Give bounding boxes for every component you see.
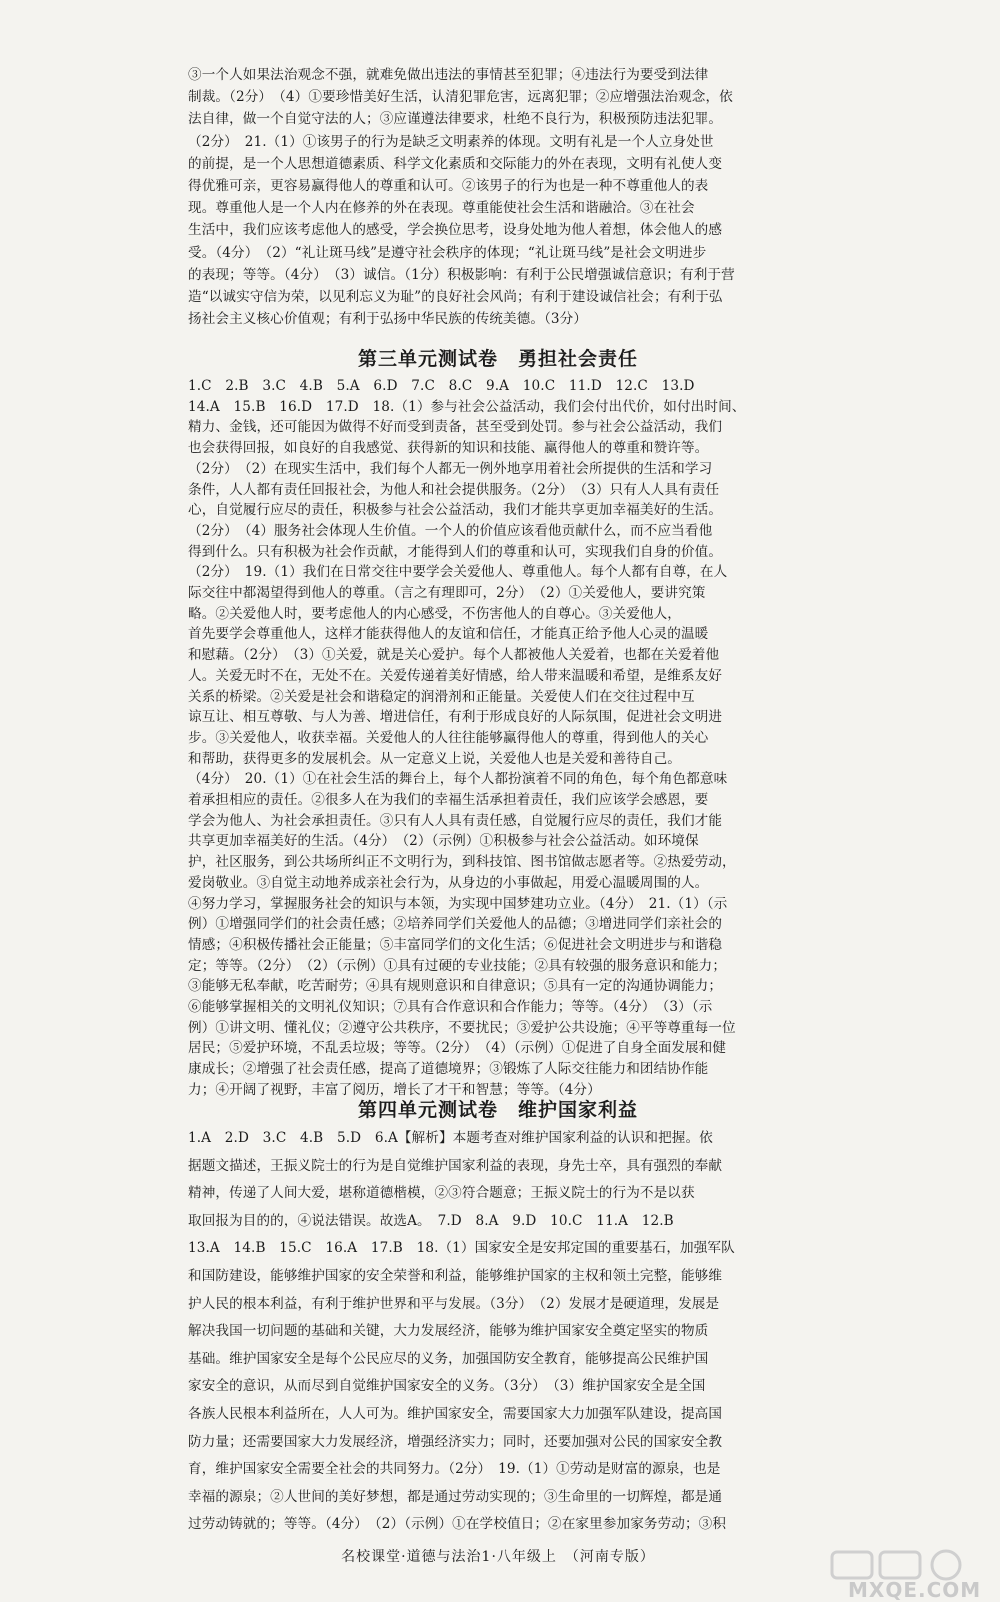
text-line: 和帮助，获得更多的发展机会。从一定意义上说，关爱他人也是关爱和善待自己。 (188, 750, 681, 767)
text-line: 各族人民根本利益所在，人人可为。维护国家安全，需要国家大力加强军队建设，提高国 (188, 1406, 723, 1422)
text-line: 扬社会主义核心价值观；有利于弘扬中华民族的传统美德。（3分） (188, 311, 588, 328)
text-line: 1.A 2.D 3.C 4.B 5.D 6.A【解析】本题考查对维护国家利益的认识和把握。依 (188, 1130, 713, 1146)
text-line: 受。（4分） （2）“礼让斑马线”是遵守社会秩序的体现；“礼让斑马线”是社会文明进步 (188, 244, 707, 261)
text-line: 际交往中都渴望得到他人的尊重。（言之有理即可，2分） （2）①关爱他人，要讲究策 (188, 585, 706, 601)
text-line: ⑥能够掌握相关的文明礼仪知识；⑦具有合作意识和合作能力；等等。（4分） （3）（示 (188, 999, 713, 1015)
text-line: 据题文描述，王振义院士的行为是自觉维护国家利益的表现，身先士卒，具有强烈的奉献 (188, 1157, 723, 1174)
text-line: ④努力学习，掌握服务社会的知识与本领，为实现中国梦建功立业。（4分） 21.（1）（示 (188, 895, 728, 912)
text-line: （2分） （2）在现实生活中，我们每个人都无一例外地享用着社会所提供的生活和学习 (188, 460, 713, 477)
text-line: 首先要学会尊重他人，这样才能获得他人的友谊和信任，才能真正给予他人心灵的温暖 (188, 626, 709, 643)
text-line: 幸福的源泉；②人世间的美好梦想，都是通过劳动实现的；③生命里的一切辉煌，都是通 (188, 1488, 723, 1505)
text-line: 和国防建设，能够维护国家的安全荣誉和利益，能够维护国家的主权和领土完整，能够维 (188, 1268, 723, 1284)
text-line: 13.A 14.B 15.C 16.A 17.B 18.（1）国家安全是安邦定国的重要基石，加强军队 (188, 1240, 735, 1257)
text-line: 情感；④积极传播社会正能量；⑤丰富同学们的文化生活；⑥促进社会文明进步与和谐稳 (188, 936, 723, 953)
text-line: 现。尊重他人是一个人内在修养的外在表现。尊重能使社会生活和谐融洽。③在社会 (188, 200, 695, 217)
watermark-text: MXQE.COM (848, 1578, 982, 1602)
page-footer: 名校课堂·道德与法治1·八年级上 （河南专版） (341, 1549, 655, 1565)
text-line: 学会为他人、为社会承担责任。③只有人人具有责任感，自觉履行应尽的责任，我们才能 (188, 812, 723, 829)
text-line: 定；等等。（2分） （2）（示例）①具有过硬的专业技能；②具有较强的服务意识和能力； (188, 957, 727, 974)
text-line: 步。③关爱他人，收获幸福。关爱他人的人往往能够赢得他人的尊重，得到他人的关心 (188, 729, 709, 746)
text-line: 条件，人人都有责任回报社会，为他人和社会提供服务。（2分） （3）只有人人具有责任 (188, 481, 720, 498)
text-line: 也会获得回报，如良好的自我感觉、获得新的知识和技能、赢得他人的尊重和赞许等。 (188, 440, 709, 457)
text-line: 略。②关爱他人时，要考虑他人的内心感受，不伤害他人的自尊心。③关爱他人， (188, 605, 681, 622)
text-line: 1.C 2.B 3.C 4.B 5.A 6.D 7.C 8.C 9.A 10.C 11.D 12.C 13.D (188, 378, 695, 394)
text-line: 育，维护国家安全需要全社会的共同努力。（2分） 19.（1）①劳动是财富的源泉，也是 (188, 1461, 721, 1478)
text-line: 精力、金钱，还可能因为做得不好而受到责备，甚至受到处罚。参与社会公益活动，我们 (188, 419, 723, 436)
text-line: 14.A 15.B 16.D 17.D 18.（1）参与社会公益活动，我们会付出代价，如付出时间、 (188, 398, 746, 415)
text-line: 例）①增强同学们的社会责任感；②培养同学们关爱他人的品德；③增进同学们亲社会的 (188, 916, 723, 933)
text-line: （2分） 19.（1）我们在日常交往中要学会关爱他人、尊重他人。每个人都有自尊，在人 (188, 564, 728, 581)
text-line: 法自律，做一个自觉守法的人；③应谨遵法律要求，杜绝不良行为，积极预防违法犯罪。 (188, 111, 723, 128)
text-line: 护人民的根本利益，有利于维护世界和平与发展。（3分） （2）发展才是硬道理，发展是 (188, 1295, 720, 1312)
text-line: 精神，传递了人间大爱，堪称道德楷模，②③符合题意；王振义院士的行为不是以获 (188, 1185, 695, 1202)
unit4-heading: 第四单元测试卷 维护国家利益 (357, 1099, 638, 1121)
text-line: 得到什么。只有积极为社会作贡献，才能得到人们的尊重和认可，实现我们自身的价值。 (188, 543, 723, 560)
text-line: 生活中，我们应该考虑他人的感受，学会换位思考，设身处地为他人着想，体会他人的感 (188, 222, 723, 239)
text-line: （2分） （4）服务社会体现人生价值。一个人的价值应该看他贡献什么，而不应当看他 (188, 522, 713, 539)
text-line: 关系的桥梁。②关爱是社会和谐稳定的润滑剂和正能量。关爱使人们在交往过程中互 (188, 688, 695, 705)
text-line: 解决我国一切问题的基础和关键，大力发展经济，能够为维护国家安全奠定坚实的物质 (188, 1323, 709, 1340)
text-line: 心，自觉履行应尽的责任，积极参与社会公益活动，我们才能共享更加幸福美好的生活。 (188, 502, 723, 519)
unit3-heading: 第三单元测试卷 勇担社会责任 (357, 348, 638, 370)
text-line: 得优雅可亲，更容易赢得他人的尊重和认可。②该男子的行为也是一种不尊重他人的表 (188, 178, 709, 194)
text-line: 过劳动铸就的；等等。（4分） （2）（示例）①在学校值日；②在家里参加家务劳动；③积 (188, 1516, 727, 1533)
text-line: 防力量；还需要国家大力发展经济，增强经济实力；同时，还要加强对公民的国家安全教 (188, 1433, 723, 1450)
text-line: 居民；⑤爱护环境，不乱丢垃圾；等等。（2分） （4）（示例）①促进了自身全面发展和健 (188, 1040, 727, 1057)
text-line: 的表现；等等。（4分） （3）诚信。（1分）积极影响：有利于公民增强诚信意识；有利于营 (188, 266, 735, 283)
text-line: 人。关爱无时不在，无处不在。关爱传递着美好情感，给人带来温暖和希望，是维系友好 (188, 667, 723, 684)
text-line: 着承担相应的责任。②很多人在为我们的幸福生活承担着责任，我们应该学会感恩，要 (188, 792, 709, 808)
text-line: 力；④开阔了视野，丰富了阅历，增长了才干和智慧；等等。（4分） (188, 1081, 601, 1098)
text-line: 爱岗敬业。③自觉主动地养成亲社会行为，从身边的小事做起，用爱心温暖周围的人。 (188, 874, 709, 891)
text-line: 基础。维护国家安全是每个公民应尽的义务，加强国防安全教育，能够提高公民维护国 (188, 1350, 709, 1367)
text-line: 造“以诚实守信为荣，以见利忘义为耻”的良好社会风尚；有利于建设诚信社会；有利于弘 (188, 289, 723, 305)
text-line: 取回报为目的的，④说法错误。故选A。 7.D 8.A 9.D 10.C 11.A 12.B (188, 1212, 674, 1229)
text-line: 例）①讲文明、懂礼仪；②遵守公共秩序，不要扰民；③爱护公共设施；④平等尊重每一位 (188, 1019, 736, 1036)
text-line: 的前提，是一个人思想道德素质、科学文化素质和交际能力的外在表现，文明有礼使人变 (188, 155, 723, 172)
text-line: （2分） 21.（1）①该男子的行为是缺乏文明素养的体现。文明有礼是一个人立身处世 (188, 133, 714, 150)
text-line: 和慰藉。（2分） （3）①关爱，就是关心爱护。每个人都被他人关爱着，也都在关爱着他 (188, 647, 720, 664)
text-line: 家安全的意识，从而尽到自觉维护国家安全的义务。（3分） （3）维护国家安全是全国 (188, 1378, 706, 1395)
text-line: 共享更加幸福美好的生活。（4分） （2）（示例）①积极参与社会公益活动。如环境保 (188, 833, 699, 850)
text-line: 护，社区服务，到公共场所纠正不文明行为，到科技馆、图书馆做志愿者等。②热爱劳动， (188, 854, 736, 871)
text-line: ③能够无私奉献，吃苦耐劳；④具有规则意识和自律意识；⑤具有一定的沟通协调能力； (188, 978, 723, 995)
text-line: （4分） 20.（1）①在社会生活的舞台上，每个人都扮演着不同的角色，每个角色都意味 (188, 771, 728, 788)
text-line: 制裁。（2分） （4）①要珍惜美好生活，认清犯罪危害，远离犯罪；②应增强法治观念，依 (188, 89, 733, 106)
text-line: 谅互让、相互尊敬、与人为善、增进信任，有利于形成良好的人际氛围，促进社会文明进 (188, 709, 723, 726)
text-line: ③一个人如果法治观念不强，就难免做出违法的事情甚至犯罪；④违法行为要受到法律 (188, 67, 709, 83)
text-line: 康成长；②增强了社会责任感，提高了道德境界；③锻炼了人际交往能力和团结协作能 (188, 1061, 709, 1078)
